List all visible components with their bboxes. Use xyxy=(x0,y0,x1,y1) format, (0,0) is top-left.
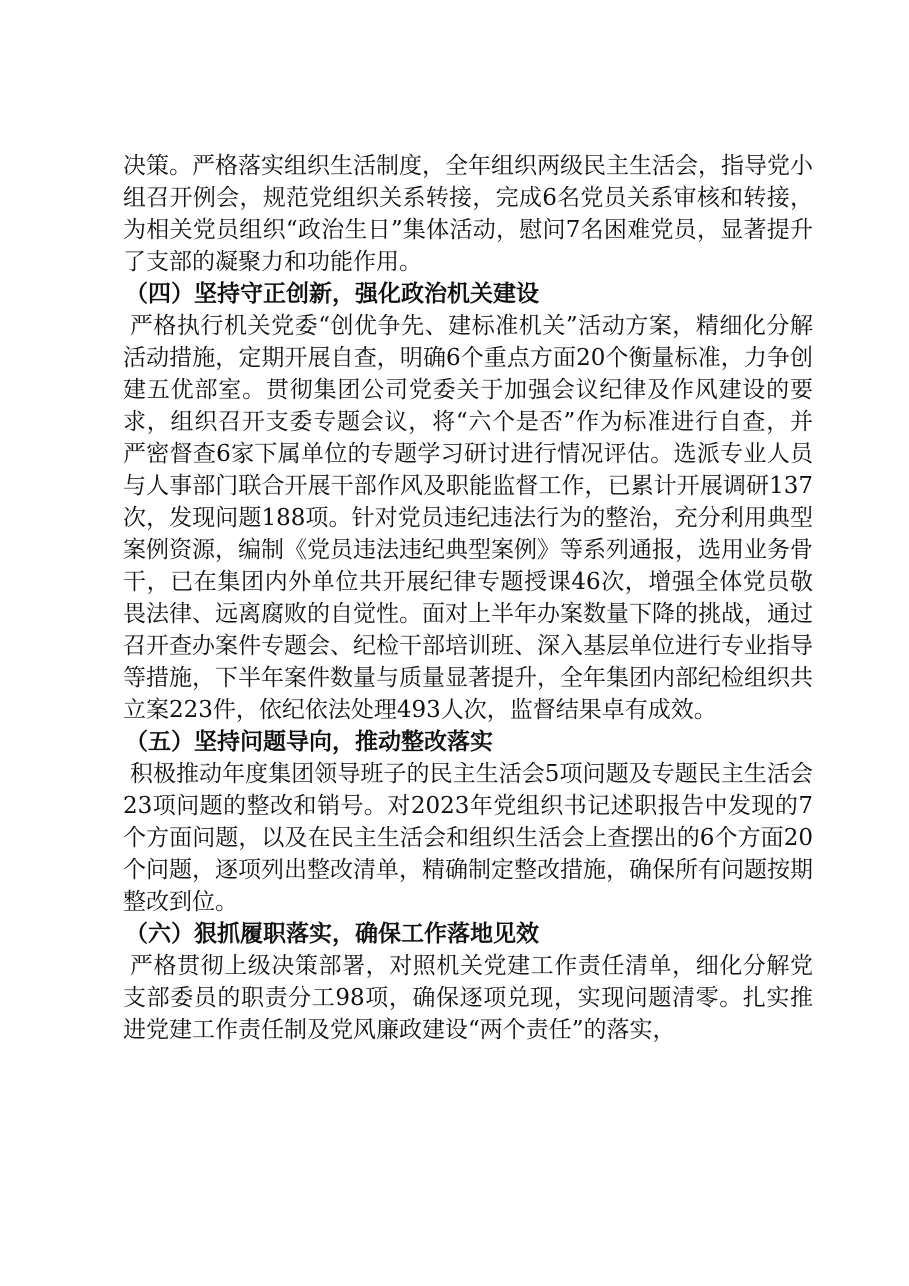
section-heading-5: （五）坚持问题导向，推动整改落实 xyxy=(125,728,493,755)
paragraph-continuation: 决策。严格落实组织生活制度，全年组织两级民主生活会，指导党小组召开例会，规范党组织关系转接，完成6名党员关系审核和转接，为相关党员组织“政治生日”集体活动，慰问7名困难党员，显著提升了支部的凝聚力和功能作用。 xyxy=(123,153,813,275)
section-heading-6: （六）狠抓履职落实，确保工作落地见效 xyxy=(125,920,539,947)
paragraph-section-6: 严格贯彻上级决策部署，对照机关党建工作责任清单，细化分解党支部委员的职责分工98项，确保逐项兑现，实现问题清零。扎实推进党建工作责任制及党风廉政建设“两个责任”的落实， xyxy=(123,953,813,1043)
paragraph-section-4: 严格执行机关党委“创优争先、建标准机关”活动方案，精细化分解活动措施，定期开展自查，明确6个重点方面20个衡量标准，力争创建五优部室。贯彻集团公司党委关于加强会议纪律及作风建设的要求，组织召开支委专题会议，将“六个是否”作为标准进行自查，并严密督查6家下属单位的专题学习研讨进行情况评估。选派专业人员与人事部门联合开展干部作风及职能监督工作，已累计开展调研137次，发现问题188项。针对党员违纪违法行为的整治，充分利用典型案例资源，编制《党员违法违纪典型案例》等系列通报，选用业务骨干，已在集团内外单位共开展纪律专题授课46次，增强全体党员敬畏法律、远离腐败的自觉性。面对上半年办案数量下降的挑战，通过召开查办案件专题会、纪检干部培训班、深入基层单位进行专业指导等措施，下半年案件数量与质量显著提升，全年集团内部纪检组织共立案223件，依纪依法处理493人次，监督结果卓有成效。 xyxy=(123,313,813,723)
section-heading-4: （四）坚持守正创新，强化政治机关建设 xyxy=(125,280,539,307)
paragraph-section-5: 积极推动年度集团领导班子的民主生活会5项问题及专题民主生活会23项问题的整改和销号。对2023年党组织书记述职报告中发现的7个方面问题，以及在民主生活会和组织生活会上查摆出的6个方面20个问题，逐项列出整改清单，精确制定整改措施，确保所有问题按期整改到位。 xyxy=(123,761,813,915)
document-page xyxy=(123,150,813,1046)
